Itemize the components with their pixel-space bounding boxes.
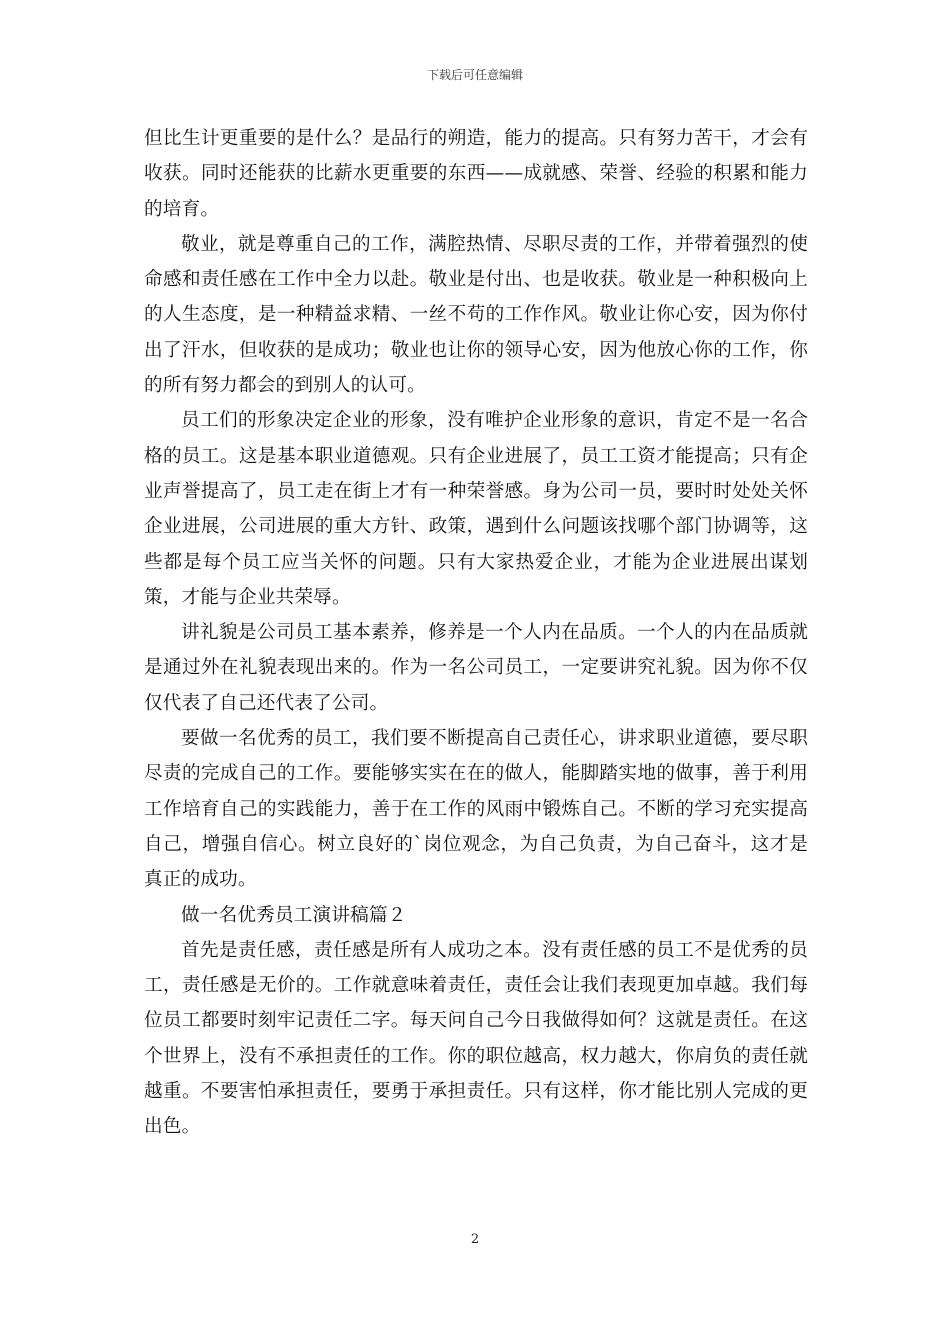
- paragraph: 要做一名优秀的员工，我们要不断提高自己责任心，讲求职业道德，要尽职尽责的完成自己的工作。要能够实实在在的做人，能脚踏实地的做事，善于利用工作培育自己的实践能力，善于在工作的风雨中锻炼自己。不断的学习充实提高自己，增强自信心。树立良好的`岗位观念，为自己负责，为自己奋斗，这才是真正的成功。: [144, 728, 808, 891]
- header-note: 下载后可任意编辑: [426, 68, 523, 82]
- paragraph: 但比生计更重要的是什么？是品行的朔造，能力的提高。只有努力苦干，才会有收获。同时还能获的比薪水更重要的东西——成就感、荣誉、经验的积累和能力的培育。: [144, 128, 808, 220]
- paragraph: 首先是责任感，责任感是所有人成功之本。没有责任感的员工不是优秀的员工，责任感是无价的。工作就意味着责任，责任会让我们表现更加卓越。我们每位员工都要时刻牢记责任二字。每天问自己今日我做得如何？这就是责任。在这个世界上，没有不承担责任的工作。你的职位越高，权力越大，你肩负的责任就越重。不要害怕承担责任，要勇于承担责任。只有这样，你才能比别人完成的更出色。: [144, 939, 808, 1138]
- document-body: [144, 121, 808, 1145]
- paragraph: 员工们的形象决定企业的形象，没有唯护企业形象的意识，肯定不是一名合格的员工。这是基本职业道德观。只有企业进展了，员工工资才能提高；只有企业声誉提高了，员工走在街上才有一种荣誉感。身为公司一员，要时时处处关怀企业进展，公司进展的重大方针、政策，遇到什么问题该找哪个部门协调等，这些都是每个员工应当关怀的问题。只有大家热爱企业，才能为企业进展出谋划策，才能与企业共荣辱。: [144, 410, 808, 608]
- section-heading: 做一名优秀员工演讲稿篇２: [181, 904, 407, 926]
- paragraph: 敬业，就是尊重自己的工作，满腔热情、尽职尽责的工作，并带着强烈的使命感和责任感在工作中全力以赴。敬业是付出、也是收获。敬业是一种积极向上的人生态度，是一种精益求精、一丝不苟的工作作风。敬业让你心安，因为你付出了汗水，但收获的是成功；敬业也让你的领导心安，因为他放心你的工作，你的所有努力都会的到别人的认可。: [144, 233, 808, 397]
- paragraph: 讲礼貌是公司员工基本素养，修养是一个人内在品质。一个人的内在品质就是通过外在礼貌表现出来的。作为一名公司员工，一定要讲究礼貌。因为你不仅仅代表了自己还代表了公司。: [144, 622, 808, 714]
- page-number: 2: [470, 1232, 480, 1247]
